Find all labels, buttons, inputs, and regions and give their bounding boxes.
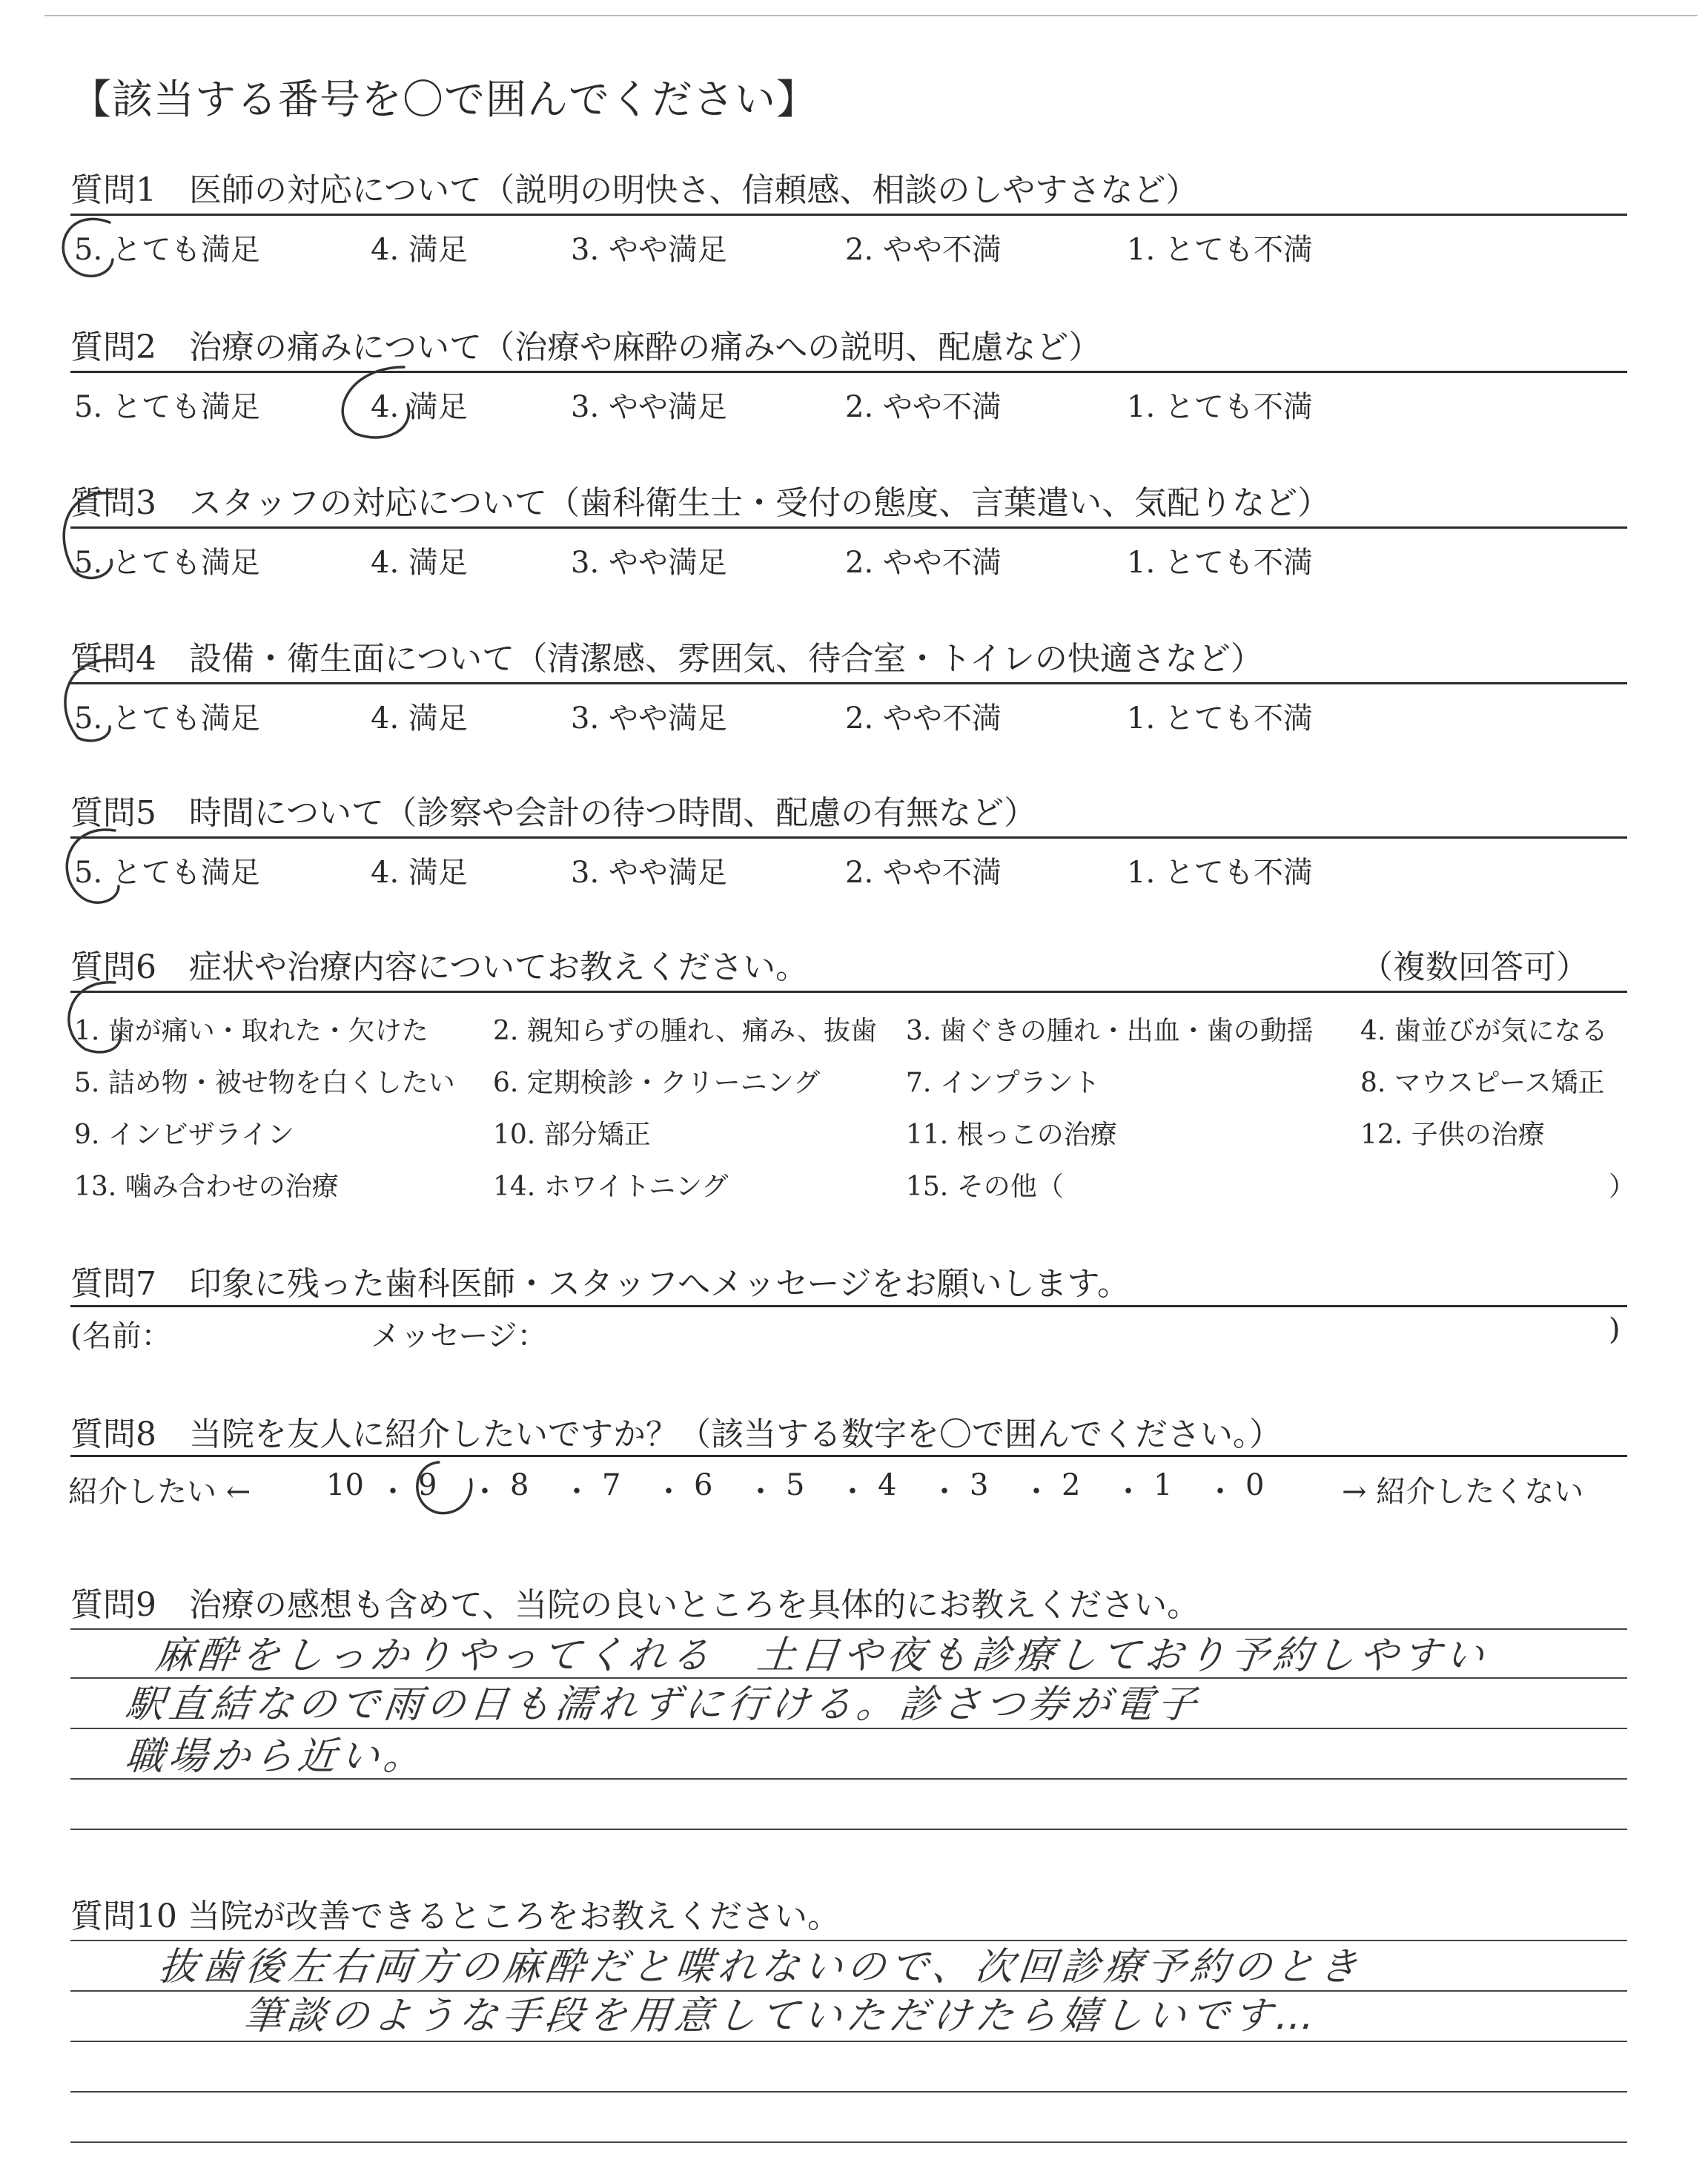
q6-rule: [70, 991, 1627, 993]
q5-option-4[interactable]: 4. 満足: [371, 856, 468, 890]
q1-option-4[interactable]: 4. 満足: [371, 233, 468, 267]
q7-title: 質問7 印象に残った歯科医師・スタッフへメッセージをお願いします。: [70, 1265, 1130, 1303]
q8-scale-3[interactable]: 3: [970, 1468, 989, 1502]
q5-option-5[interactable]: 5. とても満足: [74, 856, 260, 890]
q8-scale-2[interactable]: 2: [1062, 1468, 1081, 1502]
q2-rule: [70, 371, 1627, 373]
q5-title: 質問5 時間について（診察や会計の待つ時間、配慮の有無など）: [70, 794, 1037, 832]
q4-rule: [70, 682, 1627, 684]
q2-option-4[interactable]: 4. 満足: [371, 390, 468, 424]
q10-line-4: [70, 2091, 1627, 2093]
q9-line-5: [70, 1829, 1627, 1830]
q6-item-14[interactable]: 14. ホワイトニング: [493, 1172, 729, 1202]
q10-line-5: [70, 2141, 1627, 2143]
q1-option-3[interactable]: 3. やや満足: [571, 233, 727, 267]
q8-scale-separator: ・: [1113, 1475, 1143, 1509]
q6-item-4[interactable]: 4. 歯並びが気になる: [1360, 1016, 1608, 1046]
q3-title: 質問3 スタッフの対応について（歯科衛生士・受付の態度、言葉遣い、気配りなど）: [70, 484, 1331, 522]
q6-item-8[interactable]: 8. マウスピース矯正: [1360, 1068, 1605, 1098]
q8-title: 質問8 当院を友人に紹介したいですか？（該当する数字を〇で囲んでください。）: [70, 1416, 1282, 1453]
q3-option-5[interactable]: 5. とても満足: [74, 546, 260, 580]
q9-answer-line-3: 職場から近い。: [123, 1734, 429, 1779]
q2-option-1[interactable]: 1. とても不満: [1127, 390, 1313, 424]
q1-option-5[interactable]: 5. とても満足: [74, 233, 260, 267]
q1-title: 質問1 医師の対応について（説明の明快さ、信頼感、相談のしやすさなど）: [70, 171, 1199, 209]
q9-title: 質問9 治療の感想も含めて、当院の良いところを具体的にお教えください。: [70, 1586, 1200, 1624]
q8-scale-7[interactable]: 7: [602, 1468, 621, 1502]
q8-scale-10[interactable]: 10: [326, 1468, 364, 1502]
q8-scale-separator: ・: [1022, 1475, 1051, 1509]
q5-option-1[interactable]: 1. とても不満: [1127, 856, 1313, 890]
q1-option-2[interactable]: 2. やや不満: [845, 233, 1002, 267]
q2-title: 質問2 治療の痛みについて（治療や麻酔の痛みへの説明、配慮など）: [70, 328, 1102, 366]
q8-right-label: → 紹介したくない: [1342, 1475, 1584, 1509]
q10-line-3: [70, 2041, 1627, 2042]
q4-title: 質問4 設備・衛生面について（清潔感、雰囲気、待合室・トイレの快適さなど）: [70, 640, 1263, 678]
q9-answer-line-1: 麻酔をしっかりやってくれる 土日や夜も診療しており予約しやすい: [153, 1634, 1491, 1678]
q7-name-label: (名前：: [70, 1319, 171, 1353]
q6-title: 質問6 症状や治療内容についてお教えください。: [70, 948, 809, 986]
q8-scale-9[interactable]: 9: [418, 1468, 437, 1502]
q8-scale-separator: ・: [654, 1475, 683, 1509]
q10-title: 質問10 当院が改善できるところをお教えください。: [70, 1898, 840, 1935]
q5-option-2[interactable]: 2. やや不満: [845, 856, 1002, 890]
q8-scale-separator: ・: [746, 1475, 775, 1509]
q3-rule: [70, 526, 1627, 529]
q10-answer-line-1: 抜歯後左右両方の麻酔だと喋れないので、次回診療予約のとき: [156, 1945, 1365, 1989]
q8-scale-separator: ・: [562, 1475, 592, 1509]
q6-item-15-close: ）: [1609, 1172, 1636, 1202]
q3-option-3[interactable]: 3. やや満足: [571, 546, 727, 580]
page-heading: 【該当する番号を〇で囲んでください】: [70, 76, 818, 123]
q8-scale-4[interactable]: 4: [878, 1468, 897, 1502]
q10-answer-line-2: 筆談のような手段を用意していただけたら嬉しいです…: [242, 1994, 1322, 2038]
q8-scale-separator: ・: [470, 1475, 500, 1509]
q6-item-5[interactable]: 5. 詰め物・被せ物を白くしたい: [74, 1068, 455, 1098]
q7-rule: [70, 1305, 1627, 1307]
q8-scale-0[interactable]: 0: [1245, 1468, 1265, 1502]
q2-option-2[interactable]: 2. やや不満: [845, 390, 1002, 424]
q7-close: ): [1609, 1312, 1621, 1347]
q8-scale-1[interactable]: 1: [1153, 1468, 1173, 1502]
q8-scale-separator: ・: [930, 1475, 959, 1509]
q3-option-4[interactable]: 4. 満足: [371, 546, 468, 580]
q5-rule: [70, 836, 1627, 839]
q4-option-2[interactable]: 2. やや不満: [845, 701, 1002, 736]
q8-left-label: 紹介したい ←: [68, 1475, 251, 1509]
q7-message-label: メッセージ：: [371, 1319, 547, 1353]
q4-option-1[interactable]: 1. とても不満: [1127, 701, 1313, 736]
q3-option-2[interactable]: 2. やや不満: [845, 546, 1002, 580]
q8-scale-8[interactable]: 8: [510, 1468, 529, 1502]
q1-rule: [70, 214, 1627, 216]
q6-item-3[interactable]: 3. 歯ぐきの腫れ・出血・歯の動揺: [906, 1016, 1314, 1046]
q2-option-3[interactable]: 3. やや満足: [571, 390, 727, 424]
q4-option-5[interactable]: 5. とても満足: [74, 701, 260, 736]
q6-item-10[interactable]: 10. 部分矯正: [493, 1120, 651, 1150]
q2-option-5[interactable]: 5. とても満足: [74, 390, 260, 424]
q6-note: （複数回答可）: [1360, 948, 1589, 986]
page-top-border: [44, 15, 1698, 16]
q6-item-7[interactable]: 7. インプラント: [906, 1068, 1100, 1098]
q6-item-12[interactable]: 12. 子供の治療: [1360, 1120, 1545, 1150]
q6-item-11[interactable]: 11. 根っこの治療: [906, 1120, 1117, 1150]
q4-option-3[interactable]: 3. やや満足: [571, 701, 727, 736]
q1-option-1[interactable]: 1. とても不満: [1127, 233, 1313, 267]
q8-scale-5[interactable]: 5: [786, 1468, 805, 1502]
q6-item-15[interactable]: 15. その他（: [906, 1172, 1064, 1202]
q9-answer-line-2: 駅直結なので雨の日も濡れずに行ける。診さつ券が電子: [123, 1682, 1203, 1727]
q6-item-9[interactable]: 9. インビザライン: [74, 1120, 294, 1150]
q6-item-6[interactable]: 6. 定期検診・クリーニング: [493, 1068, 821, 1098]
q8-scale-separator: ・: [378, 1475, 408, 1509]
q5-option-3[interactable]: 3. やや満足: [571, 856, 727, 890]
q8-scale-6[interactable]: 6: [694, 1468, 713, 1502]
q3-option-1[interactable]: 1. とても不満: [1127, 546, 1313, 580]
q6-item-13[interactable]: 13. 噛み合わせの治療: [74, 1172, 339, 1202]
q8-scale-separator: ・: [838, 1475, 867, 1509]
q6-item-2[interactable]: 2. 親知らずの腫れ、痛み、抜歯: [493, 1016, 878, 1046]
q6-item-1[interactable]: 1. 歯が痛い・取れた・欠けた: [74, 1016, 428, 1046]
q8-rule: [70, 1455, 1627, 1457]
q8-scale-separator: ・: [1205, 1475, 1235, 1509]
q4-option-4[interactable]: 4. 満足: [371, 701, 468, 736]
